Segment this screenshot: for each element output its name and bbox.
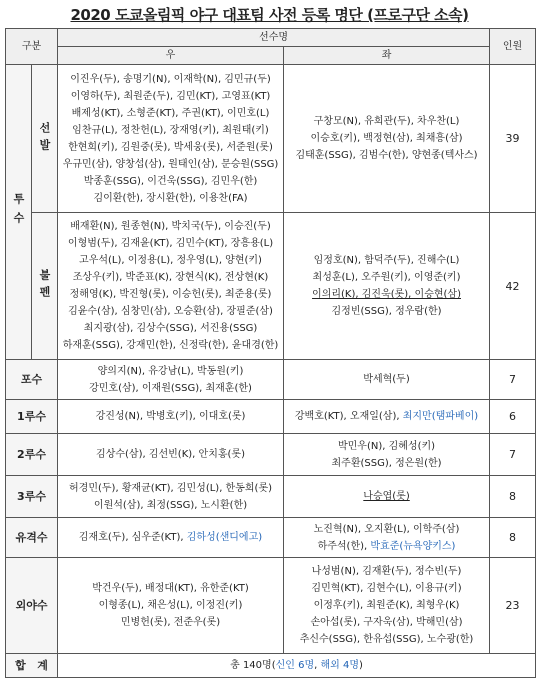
player-line: 강백호(KT), 오재일(삼), 최지만(탬파베이) [294,411,479,422]
category-first-base: 1루수 [6,400,58,434]
first-base-left-cell [284,400,490,434]
third-base-right-cell [58,476,284,518]
player-line: 이형범(두), 김재윤(KT), 김민수(KT), 장흥용(L) [67,238,274,249]
player-line: 나성범(N), 김재환(두), 정수빈(두) [311,566,462,577]
player-line: 양의지(N), 유강남(L), 박동원(키) [97,365,244,377]
player-line: 김정빈(SSG), 정우람(한) [331,306,442,317]
outfield-left-cell [284,558,490,654]
player-line: 이형종(L), 채은성(L), 이정진(키) [98,600,243,611]
player-line: 하재훈(SSG), 강재민(한), 신정락(한), 윤대경(한) [62,340,279,351]
player-line: 손아섭(롯), 구자욱(삼), 박해민(삼) [310,617,463,628]
category-pitcher: 투수 [6,65,32,360]
roster-table [5,28,536,678]
overseas-count: 해외 4명 [320,660,360,671]
rookie-count: 신인 6명 [275,660,315,671]
player-line: 민병헌(롯), 전준우(롯) [120,617,221,628]
header-count: 인원 [490,29,536,65]
count-shortstop: 8 [490,518,536,558]
first-base-right-cell [58,400,284,434]
count-second-base: 7 [490,434,536,476]
player-line: 하주석(한), 박효준(뉴욕양키스) [317,540,456,552]
shortstop-left-cell [284,518,490,558]
player-line: 김태훈(SSG), 김범수(한), 양현종(텍사스) [295,150,478,161]
player-line: 강민호(삼), 이재원(SSG), 최재훈(한) [89,382,252,394]
player-line: 배제성(KT), 소형준(KT), 주권(KT), 이민호(L) [71,107,270,119]
category-catcher: 포수 [6,360,58,400]
player-line: 추신수(SSG), 한유섭(SSG), 노수광(한) [299,634,474,645]
player-line: 이영하(두), 최원준(두), 김민(KT), 고영표(KT) [70,90,271,102]
count-third-base: 8 [490,476,536,518]
page-title: 2020 도쿄올림픽 야구 대표팀 사전 등록 명단 (프로구단 소속) [70,6,469,24]
player-line: 임정호(N), 함덕주(두), 진해수(L) [313,255,460,266]
player-line: 구창모(N), 유희관(두), 차우찬(L) [313,116,460,127]
overseas-player: 최지만(탬파베이) [402,411,479,422]
player-line: 정해영(K), 박진형(롯), 이승헌(롯), 최준용(롯) [69,289,272,300]
category-shortstop: 유격수 [6,518,58,558]
total-label: 합 계 [6,654,58,678]
player-line: 이정후(키), 최원준(K), 최형우(K) [313,600,460,611]
subcategory-bullpen: 불펜 [32,213,58,360]
player-line: 우규민(삼), 양창섭(삼), 원태인(삼), 문승원(SSG) [62,158,279,170]
player-line: 김민혁(KT), 김현수(L), 이용규(키) [311,583,462,594]
player-line: 김윤수(삼), 심창민(삼), 오승환(삼), 장필준(삼) [68,306,273,317]
player-line: 임찬규(L), 정찬헌(L), 장재영(키), 최원태(키) [72,124,269,136]
count-outfield: 23 [490,558,536,654]
header-left-handed: 좌 [284,47,490,65]
player-line: 박종훈(SSG), 이건욱(SSG), 김민우(한) [83,175,258,187]
player-line: 김재호(두), 심우준(KT), 김하성(샌디에고) [78,532,263,543]
player-line: 허경민(두), 황재균(KT), 김민성(L), 한동희(롯) [69,482,272,494]
overseas-player: 김하성(샌디에고) [186,532,263,543]
player-line: 한현희(키), 김원중(롯), 박세웅(롯), 서준원(롯) [68,141,273,153]
second-base-right-cell [58,434,284,476]
total-value: 총 140명(신인 6명, 해외 4명) [58,654,536,678]
starter-right-cell [58,65,284,213]
count-bullpen: 42 [490,213,536,360]
count-catcher: 7 [490,360,536,400]
player-line: 배재환(N), 원종현(N), 박치국(두), 이승진(두) [70,221,271,232]
count-starter: 39 [490,65,536,213]
count-first-base: 6 [490,400,536,434]
bullpen-right-cell [58,213,284,360]
category-second-base: 2루수 [6,434,58,476]
starter-left-cell [284,65,490,213]
bullpen-left-cell [284,213,490,360]
third-base-left-cell [284,476,490,518]
player-line: 박건우(두), 배정대(KT), 유한준(KT) [92,583,249,594]
player-line: 김상수(삼), 김선빈(K), 안치홍(롯) [96,449,245,460]
second-base-left-cell [284,434,490,476]
category-third-base: 3루수 [6,476,58,518]
player-line: 김이환(한), 장시환(한), 이용찬(FA) [93,192,248,204]
player-line: 이진우(두), 송명기(N), 이재학(N), 김민규(두) [70,73,271,85]
overseas-player: 박효준(뉴욕양키스) [370,540,456,552]
shortstop-right-cell [58,518,284,558]
catcher-left-cell [284,360,490,400]
player-line: 최성훈(L), 오주원(키), 이영준(키) [312,272,461,283]
player-line: 이승호(키), 백정현(삼), 최채흥(삼) [310,133,463,144]
category-outfield: 외야수 [6,558,58,654]
player-line: 박세혁(두) [363,374,410,385]
player-line: 이원석(삼), 최정(SSG), 노시환(한) [93,499,248,511]
header-roster: 선수명 [58,29,490,47]
header-right-handed: 우 [58,47,284,65]
player-line: 노진혁(N), 오지환(L), 이학주(삼) [313,523,460,535]
player-line: 나승엽(롯) [363,491,410,502]
outfield-right-cell [58,558,284,654]
header-category: 구분 [6,29,58,65]
catcher-right-cell [58,360,284,400]
player-line: 이의리(K), 김진욱(롯), 이승현(삼) [312,289,461,300]
subcategory-starter: 선발 [32,65,58,213]
player-line: 강진성(N), 박병호(키), 이대호(롯) [95,411,246,422]
player-line: 고우석(L), 이정용(L), 정우영(L), 양현(키) [79,255,262,266]
player-line: 최지광(삼), 김상수(SSG), 서진용(SSG) [83,323,258,334]
player-line: 최주환(SSG), 정은원(한) [331,457,442,469]
player-line: 박민우(N), 김혜성(키) [337,440,436,452]
player-line: 조상우(키), 박준표(K), 장현식(K), 전상현(K) [72,272,269,283]
